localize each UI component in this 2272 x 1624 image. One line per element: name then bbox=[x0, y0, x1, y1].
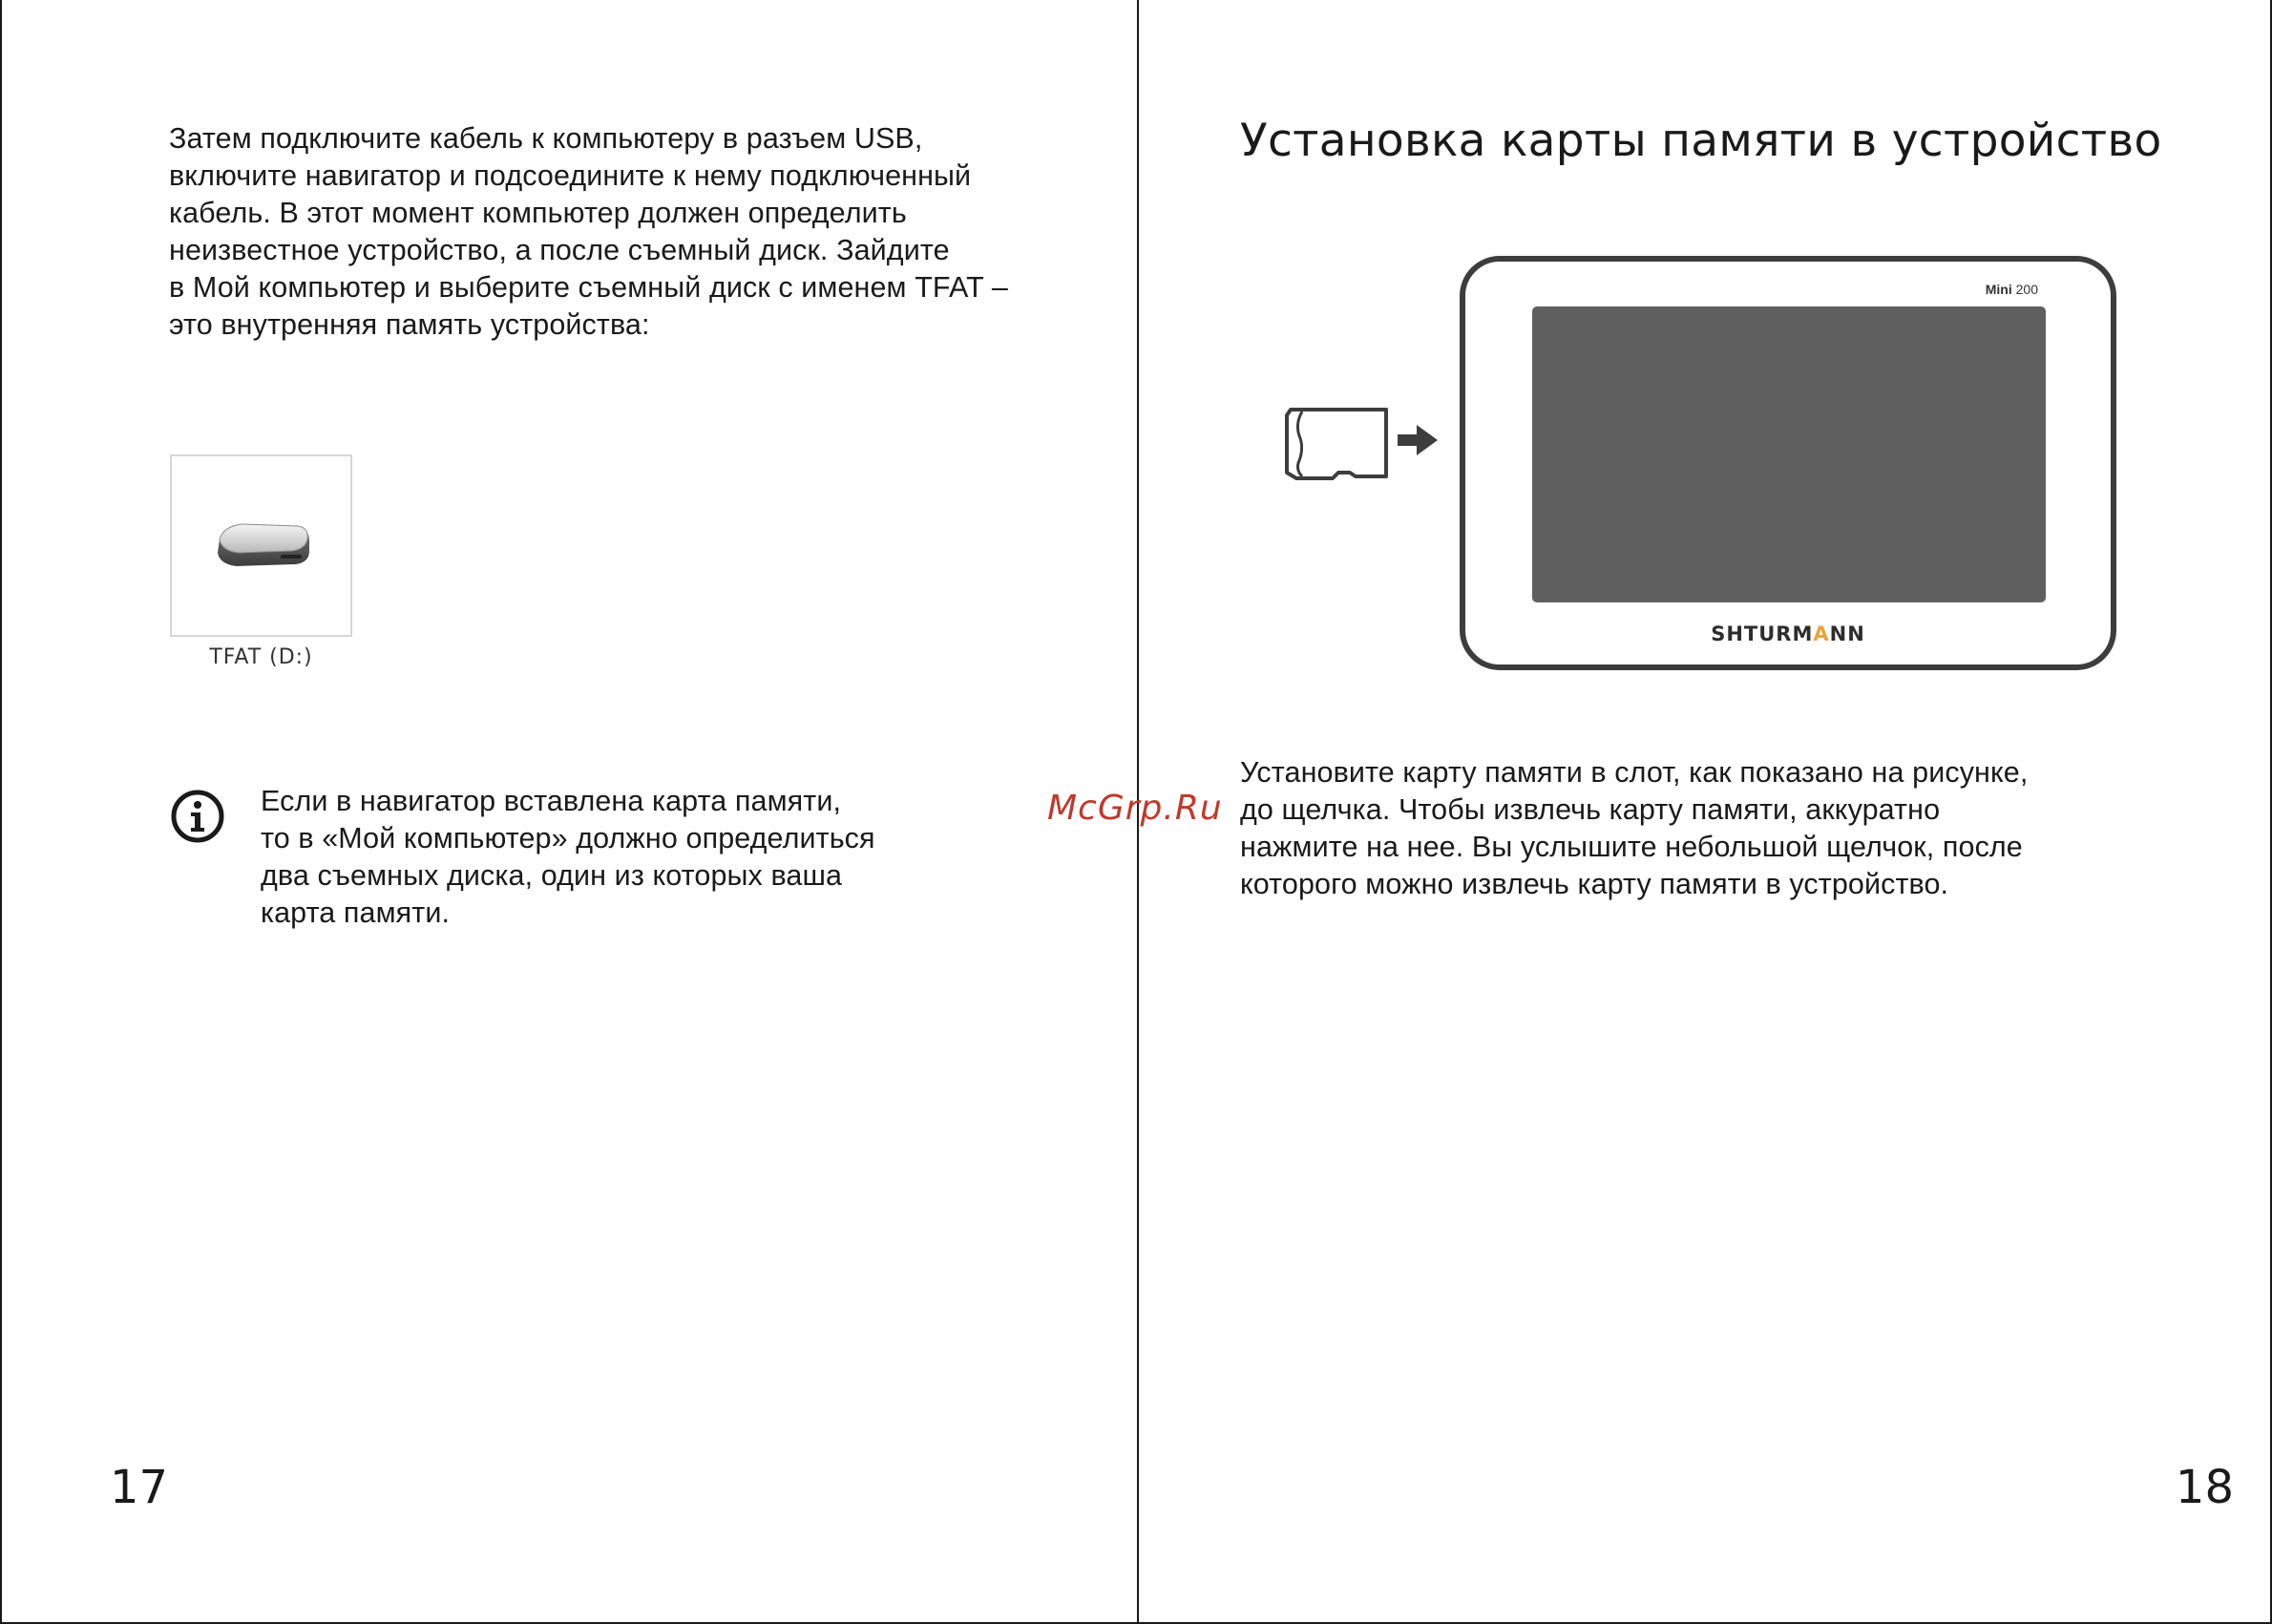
install-line: до щелчка. Чтобы извлечь карту памяти, аккуратно bbox=[1240, 793, 1941, 826]
right-page bbox=[1140, 0, 2272, 1622]
device-model: Mini 200 bbox=[1985, 282, 2038, 297]
intro-line: Затем подключите кабель к компьютеру в разъем USB, bbox=[169, 122, 923, 155]
page-number-right: 18 bbox=[2175, 1461, 2234, 1514]
memory-card-note bbox=[261, 783, 875, 932]
arrow-right-icon bbox=[1398, 425, 1438, 455]
intro-line: в Мой компьютер и выберите съемный диск с именем TFAT – bbox=[169, 271, 1008, 304]
section-title: Установка карты памяти в устройство bbox=[1240, 115, 2162, 167]
install-line: Установите карту памяти в слот, как показано на рисунке, bbox=[1240, 756, 2029, 789]
intro-line: кабель. В этот момент компьютер должен определить bbox=[169, 197, 907, 229]
install-paragraph bbox=[1240, 754, 2028, 903]
navigator-device bbox=[1460, 256, 2116, 670]
device-brand-logo: SHTURMANN bbox=[1711, 622, 1865, 645]
drive-label: TFAT (D:) bbox=[209, 645, 313, 669]
drive-tile bbox=[170, 454, 352, 637]
intro-paragraph bbox=[169, 120, 1008, 344]
note-line: два съемных диска, один из которых ваша bbox=[261, 859, 843, 892]
info-icon bbox=[170, 789, 225, 844]
note-line: то в «Мой компьютер» должно определиться bbox=[261, 822, 875, 854]
install-line: нажмите на нее. Вы услышите небольшой щелчок, после bbox=[1240, 831, 2023, 863]
watermark: McGrp.Ru bbox=[1047, 789, 1223, 828]
removable-drive-icon bbox=[214, 518, 313, 574]
intro-line: включите навигатор и подсоедините к нему подключенный bbox=[169, 159, 972, 192]
note-line: Если в навигатор вставлена карта памяти, bbox=[261, 785, 842, 817]
microsd-card-icon bbox=[1283, 406, 1445, 484]
left-page bbox=[2, 0, 1138, 1622]
intro-line: это внутренняя память устройства: bbox=[169, 308, 650, 341]
note-line: карта памяти. bbox=[261, 896, 451, 929]
device-screen bbox=[1532, 306, 2046, 602]
install-line: которого можно извлечь карту памяти в устройство. bbox=[1240, 868, 1949, 900]
page-number-left: 17 bbox=[110, 1461, 169, 1514]
intro-line: неизвестное устройство, а после съемный диск. Зайдите bbox=[169, 234, 950, 266]
